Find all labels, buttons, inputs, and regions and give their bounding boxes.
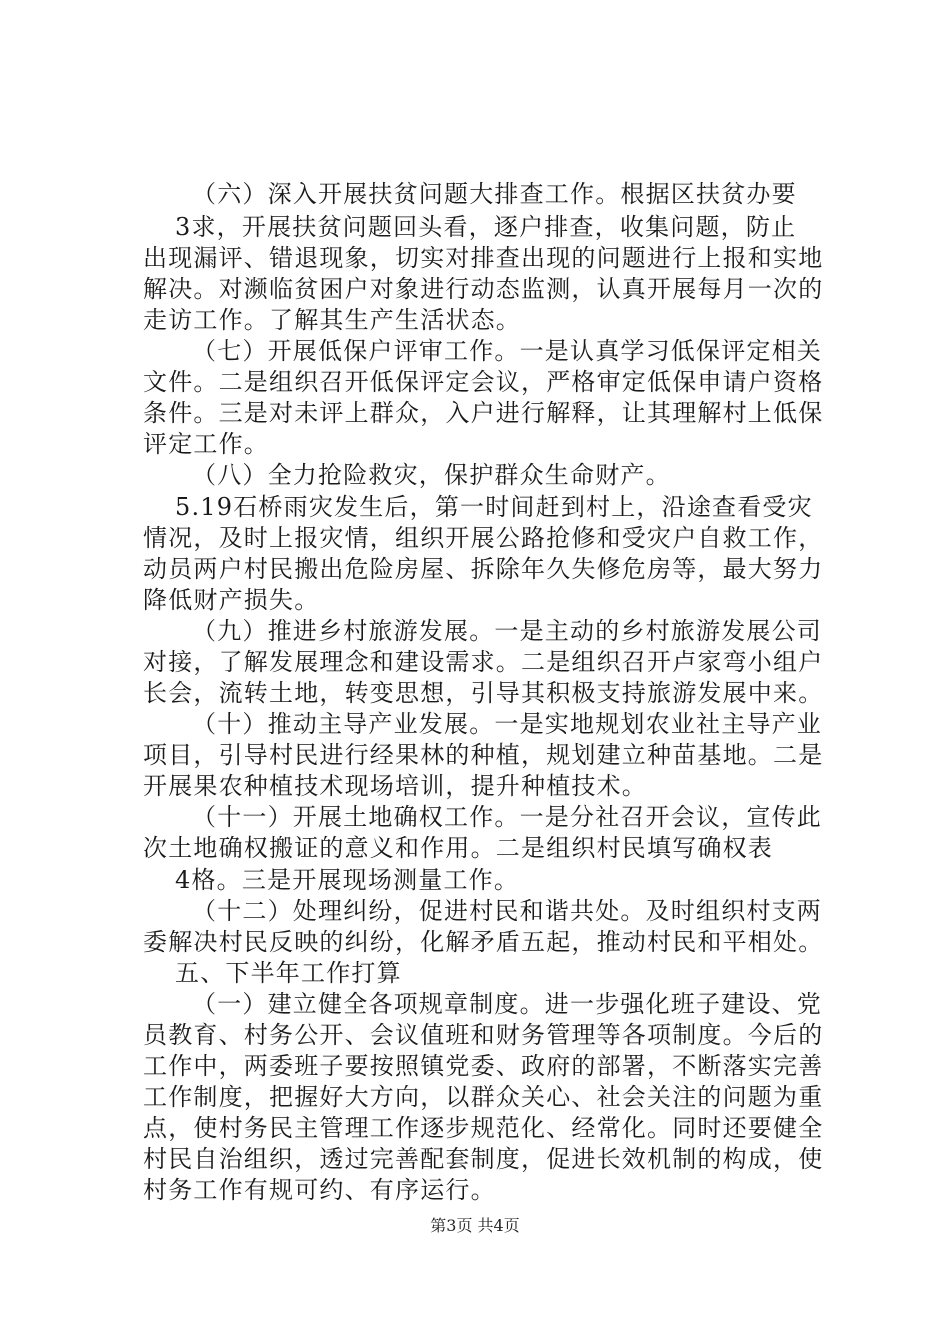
text-line: 开展果农种植技术现场培训，提升种植技术。 (143, 772, 647, 800)
text-line: （七）开展低保户评审工作。一是认真学习低保评定相关 (192, 337, 822, 365)
text-line: 出现漏评、错退现象，切实对排查出现的问题进行上报和实地 (143, 244, 824, 272)
text-line: （八）全力抢险救灾，保护群众生命财产。 (192, 461, 671, 489)
page-number-footer: 第3页 共4页 (430, 1216, 520, 1235)
text-line: （九）推进乡村旅游发展。一是主动的乡村旅游发展公司 (192, 617, 822, 645)
text-line: 村务工作有规可约、有序运行。 (143, 1176, 496, 1204)
text-line: （六）深入开展扶贫问题大排查工作。根据区扶贫办要 (192, 180, 797, 208)
text-line: 委解决村民反映的纠纷，化解矛盾五起，推动村民和平相处。 (143, 928, 824, 956)
text-line: 解决。对濒临贫困户对象进行动态监测，认真开展每月一次的 (143, 275, 824, 303)
text-line: 点，使村务民主管理工作逐步规范化、经常化。同时还要健全 (143, 1114, 824, 1142)
text-line: （十二）处理纠纷，促进村民和谐共处。及时组织村支两 (192, 897, 822, 925)
text-line: 工作制度，把握好大方向，以群众关心、社会关注的问题为重 (143, 1083, 824, 1111)
text-line: 项目，引导村民进行经果林的种植，规划建立种苗基地。二是 (143, 741, 824, 769)
text-line: 降低财产损失。 (143, 586, 320, 614)
text-line: 动员两户村民搬出危险房屋、拆除年久失修危房等，最大努力 (143, 555, 824, 583)
text-line: 4格。三是开展现场测量工作。 (175, 866, 520, 894)
text-line: 村民自治组织，透过完善配套制度，促进长效机制的构成，使 (143, 1145, 824, 1173)
text-line: （一）建立健全各项规章制度。进一步强化班子建设、党 (192, 990, 822, 1018)
text-line: 次土地确权搬证的意义和作用。二是组织村民填写确权表 (143, 834, 773, 862)
text-line: 对接，了解发展理念和建设需求。二是组织召开卢家弯小组户 (143, 648, 824, 676)
text-line: 员教育、村务公开、会议值班和财务管理等各项制度。今后的 (143, 1021, 824, 1049)
text-line: 文件。二是组织召开低保评定会议，严格审定低保申请户资格 (143, 368, 824, 396)
text-line: 3求，开展扶贫问题回头看，逐户排查，收集问题，防止 (175, 213, 797, 241)
section-heading: 五、下半年工作打算 (175, 959, 402, 987)
text-line: 走访工作。了解其生产生活状态。 (143, 306, 521, 334)
text-line: （十）推动主导产业发展。一是实地规划农业社主导产业 (192, 710, 822, 738)
text-line: （十一）开展土地确权工作。一是分社召开会议，宣传此 (192, 803, 822, 831)
text-line: 条件。三是对未评上群众，入户进行解释，让其理解村上低保 (143, 399, 824, 427)
text-line: 长会，流转土地，转变思想，引导其积极支持旅游发展中来。 (143, 679, 824, 707)
text-line: 情况，及时上报灾情，组织开展公路抢修和受灾户自救工作， (143, 524, 824, 552)
text-line: 评定工作。 (143, 430, 269, 458)
text-line: 5.19石桥雨灾发生后，第一时间赶到村上，沿途查看受灾 (175, 493, 813, 521)
text-line: 工作中，两委班子要按照镇党委、政府的部署，不断落实完善 (143, 1052, 824, 1080)
